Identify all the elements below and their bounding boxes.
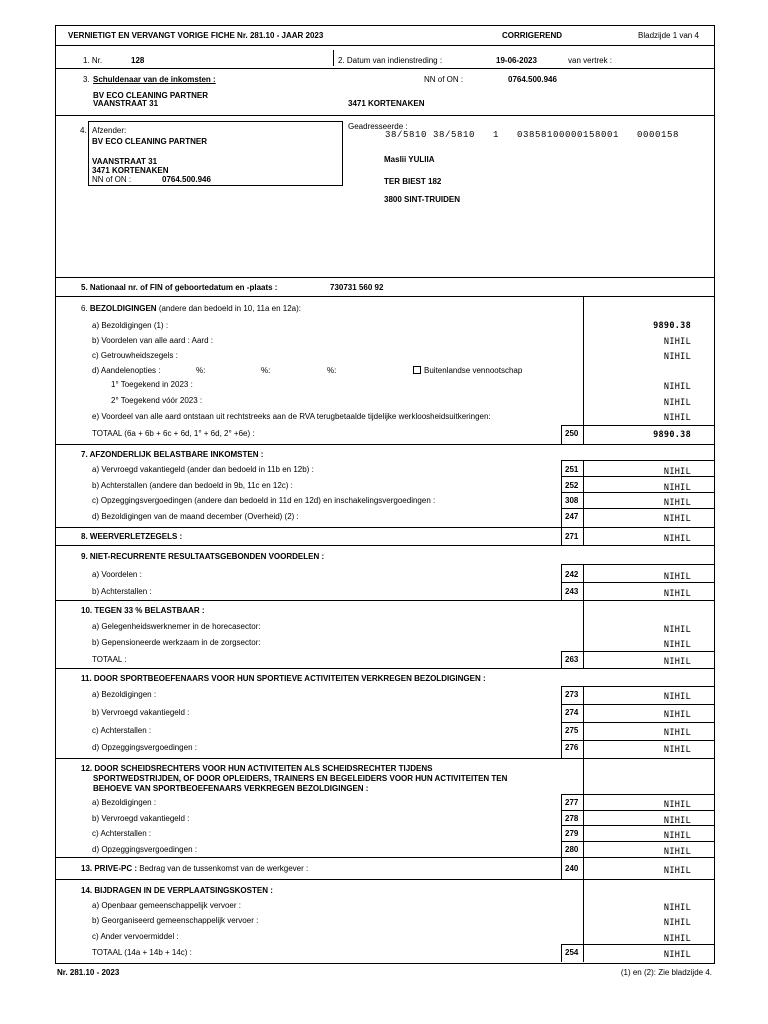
s10-b-value: NIHIL (663, 640, 691, 650)
sender-street: VAANSTRAAT 31 (92, 157, 158, 166)
addressee-city: 3800 SINT-TRUIDEN (384, 195, 461, 204)
sender-city: 3471 KORTENAKEN (92, 166, 169, 175)
section-14-title: 14. BIJDRAGEN IN DE VERPLAATSINGSKOSTEN : (81, 886, 273, 895)
s14-b-label: b) Georganiseerd gemeenschappelijk vervoer : (92, 916, 259, 925)
s11-b-label: b) Vervroegd vakantiegeld : (92, 708, 190, 717)
national-number-label: 5. Nationaal nr. of FIN of geboortedatum en -plaats : (81, 283, 278, 292)
s6-d2-label: 2° Toegekend vóór 2023 : (111, 396, 203, 405)
section-12-title-line-1: 12. DOOR SCHEIDSRECHTERS VOOR HUN ACTIVITEITEN ALS SCHEIDSRECHTER TIJDENS (81, 764, 433, 773)
sender-nn-label: NN of ON : (92, 175, 132, 184)
s6-total-label: TOTAAL (6a + 6b + 6c + 6d, 1° + 6d, 2° +6e) : (92, 429, 255, 438)
s6-a-label: a) Bezoldigingen (1) : (92, 321, 169, 330)
s13-code: 240 (565, 864, 579, 873)
page-number: Bladzijde 1 van 4 (638, 31, 699, 40)
s8-value: NIHIL (663, 534, 691, 544)
s6-b-value: NIHIL (663, 337, 691, 347)
s9-a-label: a) Voordelen : (92, 570, 142, 579)
s12-b-code: 278 (565, 814, 579, 823)
s6-a-value: 9890.38 (653, 321, 691, 331)
field-start-date-value: 19-06-2023 (496, 56, 537, 65)
s11-d-label: d) Opzeggingsvergoedingen : (92, 743, 197, 752)
addressee-name: Maslii YULIIA (384, 155, 435, 164)
s6-d-pct-2: %: (261, 366, 271, 375)
s12-c-code: 279 (565, 829, 579, 838)
s6-d1-value: NIHIL (663, 382, 691, 392)
s9-b-value: NIHIL (663, 589, 691, 599)
s10-b-label: b) Gepensioneerde werkzaam in de zorgsector: (92, 638, 261, 647)
s7-d-label: d) Bezoldigingen van de maand december (Overheid) (2) : (92, 512, 299, 521)
national-number-value: 730731 560 92 (330, 283, 384, 292)
s14-b-value: NIHIL (663, 918, 691, 928)
s12-b-label: b) Vervroegd vakantiegeld : (92, 814, 190, 823)
s6-d-pct-1: %: (196, 366, 206, 375)
s6-d-label: d) Aandelenopties : (92, 366, 161, 375)
s9-a-value: NIHIL (663, 572, 691, 582)
debtor-city: 3471 KORTENAKEN (348, 99, 425, 108)
foreign-company-checkbox-row (413, 366, 522, 375)
s11-a-value: NIHIL (663, 692, 691, 702)
s12-c-label: c) Achterstallen : (92, 829, 152, 838)
s6-total-code: 250 (565, 429, 579, 438)
s14-total-label: TOTAAL (14a + 14b + 14c) : (92, 948, 192, 957)
sender-label: Afzender: (92, 126, 127, 135)
s7-b-value: NIHIL (663, 483, 691, 493)
corrective-status: CORRIGEREND (502, 31, 563, 40)
s12-d-value: NIHIL (663, 847, 691, 857)
s6-c-value: NIHIL (663, 352, 691, 362)
s9-b-label: b) Achterstallen : (92, 587, 152, 596)
s7-a-value: NIHIL (663, 467, 691, 477)
section-6-title: 6. BEZOLDIGINGEN (andere dan bedoeld in 10, 11a en 12a): (81, 304, 301, 313)
field-departure-label: van vertrek : (568, 56, 613, 65)
s8-code: 271 (565, 532, 579, 541)
s6-e-value: NIHIL (663, 413, 691, 423)
s12-a-value: NIHIL (663, 800, 691, 810)
s6-e-label: e) Voordeel van alle aard ontstaan uit rechtstreeks aan de RVA terugbetaalde tijdelijke werkloosheidsuitkeringen: (92, 412, 491, 421)
s9-a-code: 242 (565, 570, 579, 579)
sender-name: BV ECO CLEANING PARTNER (92, 137, 207, 146)
footer-note: (1) en (2): Zie bladzijde 4. (620, 968, 712, 977)
s7-c-code: 308 (565, 496, 579, 505)
s14-c-value: NIHIL (663, 934, 691, 944)
s6-total-value: 9890.38 (653, 430, 691, 440)
section-13-title: 13. PRIVE-PC : Bedrag van de tussenkomst van de werkgever : (81, 864, 309, 873)
s13-value: NIHIL (663, 866, 691, 876)
addressee-code-line: 38/5810 38/5810 1 03858100000158001 0000158 (385, 130, 680, 140)
s10-total-label: TOTAAL : (92, 655, 127, 664)
s7-b-label: b) Achterstallen (andere dan bedoeld in 9b, 11c en 12c) : (92, 481, 293, 490)
s11-b-value: NIHIL (663, 710, 691, 720)
s11-b-code: 274 (565, 708, 579, 717)
s7-c-label: c) Opzeggingsvergoedingen (andere dan bedoeld in 11d en 12d) en inschakelingsvergoedingen : (92, 496, 436, 505)
s6-b-label: b) Voordelen van alle aard : Aard : (92, 336, 213, 345)
s7-b-code: 252 (565, 481, 579, 490)
s6-d1-label: 1° Toegekend in 2023 : (111, 380, 193, 389)
s10-a-value: NIHIL (663, 625, 691, 635)
s9-b-code: 243 (565, 587, 579, 596)
section-8-title: 8. WEERVERLETZEGELS : (81, 532, 183, 541)
field-nr-value: 128 (131, 56, 145, 65)
s11-c-label: c) Achterstallen : (92, 726, 152, 735)
sender-num: 4. (80, 126, 87, 135)
field-nr-label: 1. Nr. (83, 56, 103, 65)
addressee-label: Geadresseerde : (348, 122, 408, 131)
section-12-title-line-2: SPORTWEDSTRIJDEN, OF DOOR OPLEIDERS, TRAINERS EN BEGELEIDERS VOOR HUN ACTIVITEITEN TEN (93, 774, 508, 783)
section-6-heading: BEZOLDIGINGEN (89, 304, 157, 313)
debtor-nn-label: NN of ON : (424, 75, 464, 84)
s12-a-label: a) Bezoldigingen : (92, 798, 157, 807)
s11-d-value: NIHIL (663, 745, 691, 755)
footer-form-number: Nr. 281.10 - 2023 (57, 968, 120, 977)
debtor-street: VAANSTRAAT 31 (93, 99, 159, 108)
s6-d2-value: NIHIL (663, 398, 691, 408)
s11-c-code: 275 (565, 726, 579, 735)
addressee-street: TER BIEST 182 (384, 177, 442, 186)
s6-c-label: c) Getrouwheidszegels : (92, 351, 178, 360)
s7-c-value: NIHIL (663, 498, 691, 508)
s6-d-pct-3: %: (327, 366, 337, 375)
s7-d-value: NIHIL (663, 514, 691, 524)
s11-a-label: a) Bezoldigingen : (92, 690, 157, 699)
s12-d-label: d) Opzeggingsvergoedingen : (92, 845, 197, 854)
s11-a-code: 273 (565, 690, 579, 699)
s12-d-code: 280 (565, 845, 579, 854)
s10-a-label: a) Gelegenheidswerknemer in de horecasector: (92, 622, 261, 631)
section-12-title-line-3: BEHOEVE VAN SPORTBEOEFENAARS VERKREGEN BEZOLDIGINGEN : (93, 784, 369, 793)
s14-a-value: NIHIL (663, 903, 691, 913)
foreign-company-checkbox[interactable] (413, 366, 421, 374)
s14-a-label: a) Openbaar gemeenschappelijk vervoer : (92, 901, 241, 910)
s14-total-code: 254 (565, 948, 579, 957)
s14-total-value: NIHIL (663, 950, 691, 960)
s7-a-label: a) Vervroegd vakantiegeld (ander dan bedoeld in 11b en 12b) : (92, 465, 314, 474)
s10-total-code: 263 (565, 655, 579, 664)
section-7-title: 7. AFZONDERLIJK BELASTBARE INKOMSTEN : (81, 450, 264, 459)
s11-d-code: 276 (565, 743, 579, 752)
s12-b-value: NIHIL (663, 816, 691, 826)
s12-c-value: NIHIL (663, 831, 691, 841)
debtor-nn-value: 0764.500.946 (508, 75, 557, 84)
s14-c-label: c) Ander vervoermiddel : (92, 932, 179, 941)
s12-a-code: 277 (565, 798, 579, 807)
section-10-title: 10. TEGEN 33 % BELASTBAAR : (81, 606, 205, 615)
field-start-date-label: 2. Datum van indienstreding : (338, 56, 443, 65)
debtor-name: BV ECO CLEANING PARTNER (93, 91, 208, 100)
s11-c-value: NIHIL (663, 728, 691, 738)
foreign-company-label: Buitenlandse vennootschap (424, 366, 523, 375)
form-title: VERNIETIGT EN VERVANGT VORIGE FICHE Nr. 281.10 - JAAR 2023 (68, 31, 324, 40)
sender-nn-value: 0764.500.946 (162, 175, 211, 184)
section-11-title: 11. DOOR SPORTBEOEFENAARS VOOR HUN SPORTIEVE ACTIVITEITEN VERKREGEN BEZOLDIGINGEN : (81, 674, 486, 683)
s7-d-code: 247 (565, 512, 579, 521)
section-9-title: 9. NIET-RECURRENTE RESULTAATSGEBONDEN VOORDELEN : (81, 552, 325, 561)
debtor-label-num: 3. (83, 75, 90, 84)
debtor-label: Schuldenaar van de inkomsten : (93, 75, 216, 84)
s7-a-code: 251 (565, 465, 579, 474)
s10-total-value: NIHIL (663, 657, 691, 667)
